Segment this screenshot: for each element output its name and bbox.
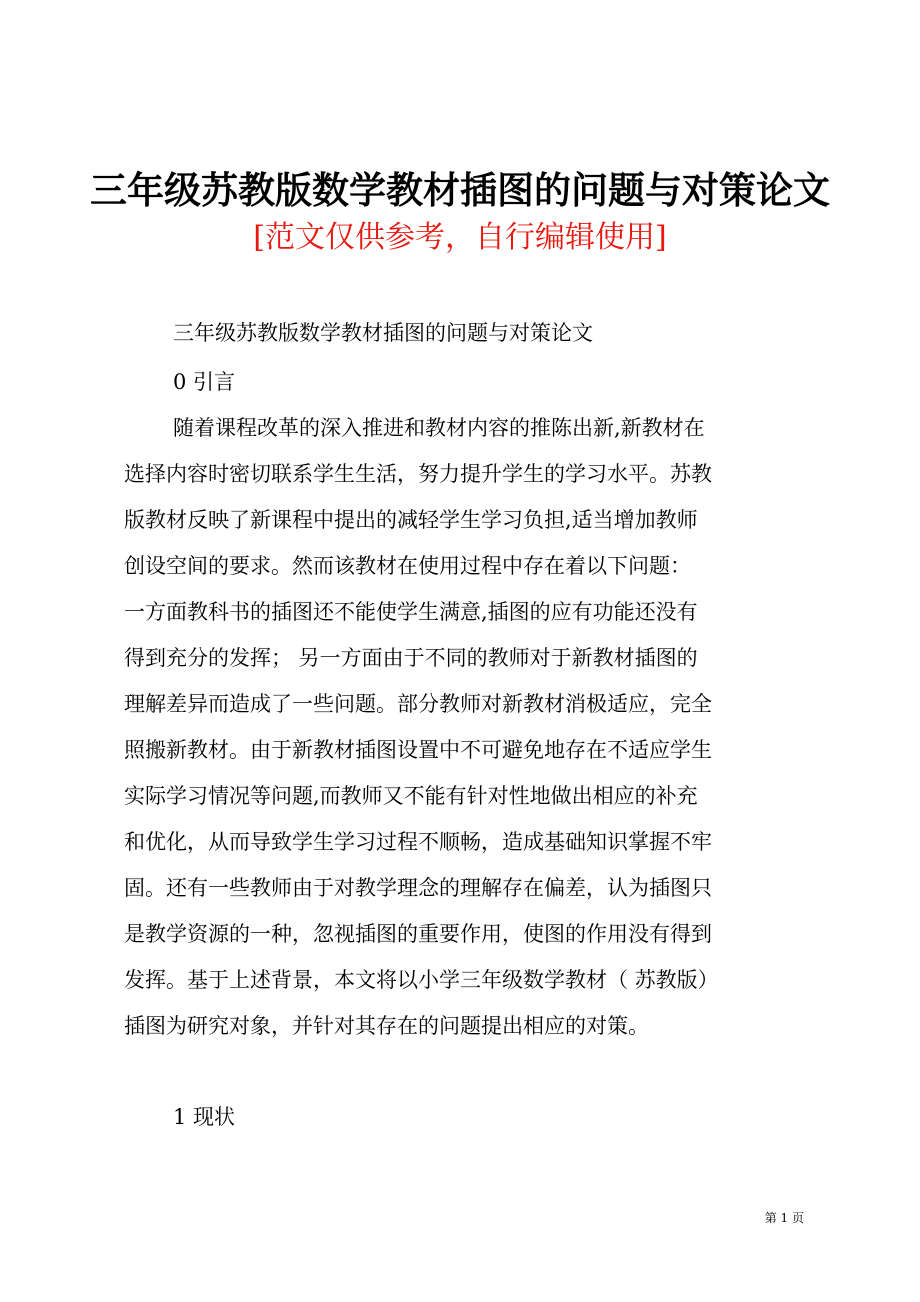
paragraph-line: 实际学习情况等问题,而教师又不能有针对性地做出相应的补充	[124, 784, 698, 808]
body-title: 三年级苏教版数学教材插图的问题与对策论文	[173, 321, 593, 345]
document-subtitle: [范文仅供参考，自行编辑使用]	[253, 220, 667, 255]
paragraph-line: 固。还有一些教师由于对教学理念的理解存在偏差，认为插图只	[124, 876, 712, 900]
section-heading-intro: 0 引言	[173, 370, 236, 394]
paragraph-line: 一方面教科书的插图还不能使学生满意,插图的应有功能还没有	[124, 600, 698, 624]
paragraph-line: 理解差异而造成了一些问题。部分教师对新教材消极适应，完全	[124, 692, 712, 716]
paragraph-line: 得到充分的发挥； 另一方面由于不同的教师对于新教材插图的	[124, 646, 698, 670]
paragraph-line: 随着课程改革的深入推进和教材内容的推陈出新,新教材在	[173, 416, 705, 440]
paragraph-line: 和优化，从而导致学生学习过程不顺畅，造成基础知识掌握不牢	[124, 830, 712, 854]
page-number: 第 1 页	[764, 1211, 804, 1225]
paragraph-line: 版教材反映了新课程中提出的减轻学生学习负担,适当增加教师	[124, 508, 698, 532]
paragraph-line: 创设空间的要求。然而该教材在使用过程中存在着以下问题：	[124, 554, 691, 578]
paragraph-line: 照搬新教材。由于新教材插图设置中不可避免地存在不适应学生	[124, 738, 712, 762]
paragraph-line: 发挥。基于上述背景，本文将以小学三年级数学教材（ 苏教版）	[124, 968, 719, 992]
paragraph-line: 插图为研究对象，并针对其存在的问题提出相应的对策。	[124, 1014, 649, 1038]
intro-paragraph	[124, 405, 804, 1049]
document-title: 三年级苏教版数学教材插图的问题与对策论文	[90, 168, 830, 212]
paragraph-line: 是教学资源的一种，忽视插图的重要作用，使图的作用没有得到	[124, 922, 712, 946]
paragraph-line: 选择内容时密切联系学生生活，努力提升学生的学习水平。苏教	[124, 462, 712, 486]
section-heading-status: 1 现状	[173, 1105, 236, 1129]
